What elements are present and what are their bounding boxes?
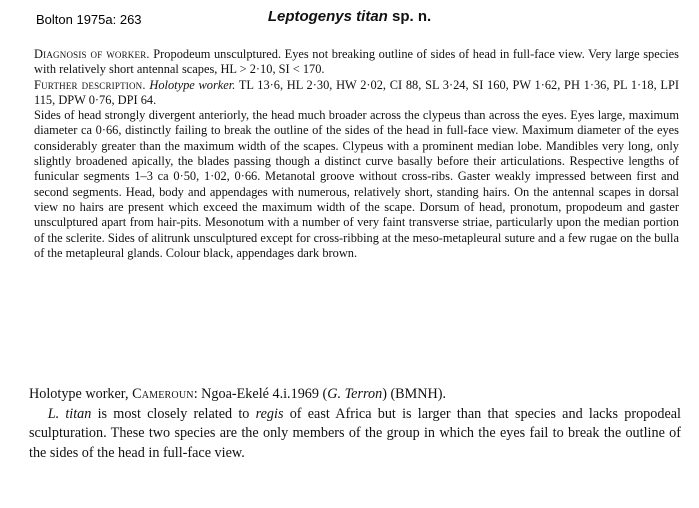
type-material-block [29, 385, 681, 463]
comparison-text-b: of east Africa but is larger than that species and lacks propodeal sculpturation. These two species are the only members of the group in which the eyes fail to break the outline of the sides of the head in full-face view. [29, 405, 682, 461]
holotype-collector: G. Terron [327, 386, 383, 402]
diagnosis-text: Propodeum unsculptured. Eyes not breaking outline of sides of head in full-face view. Very large species with relatively short antennal scapes, HL > 2·10, SI < 170. [34, 47, 680, 77]
holotype-country: Cameroun [132, 386, 194, 402]
holotype-suffix: ) (BMNH). [382, 386, 447, 402]
comparison-paragraph [29, 405, 681, 464]
holotype-locality: : Ngoa-Ekelé 4.i.1969 ( [193, 386, 328, 402]
diagnosis-paragraph [34, 47, 679, 78]
holotype-prefix: Holotype worker, [29, 386, 129, 402]
description-block [34, 47, 679, 261]
citation-label: Bolton 1975a: 263 [36, 12, 142, 27]
further-description-paragraph [34, 78, 679, 109]
taxon-status: sp. n. [392, 8, 432, 25]
related-species-name: regis [255, 405, 284, 422]
genus-name: Leptogenys [267, 8, 352, 25]
comparison-text-a: is most closely related to [91, 405, 256, 422]
species-title [0, 8, 699, 25]
holotype-paragraph [29, 385, 681, 405]
species-abbreviation: L. titan [47, 405, 92, 422]
morphology-paragraph: Sides of head strongly divergent anteriorly, the head much broader across the clypeus than across the eyes. Eyes large, maximum diameter ca 0·66, distinctly failing to break the outline of the sides of the head in full-face view. Maximum diameter of the eyes considerably greater than the maximum width of the scapes. Clypeus with a prominent median lobe. Mandibles very long, only slightly broadened apically, the blades passing though a distinct curve basally before their articulations. Respective lengths of funicular segments 1–3 ca 0·50, 1·02, 0·66. Metanotal groove without cross-ribs. Gaster weakly impressed between first and second segments. Head, body and appendages with numerous, relatively short, standing hairs. On the antennal scapes in dorsal view no hairs are present which exceed the maximum width of the scape. Dorsum of head, pronotum, propodeum and gaster unsculptured apart from hair-pits. Mesonotum with a number of very faint transverse striae, particularly upon the median portion of the sclerite. Sides of alitrunk unsculptured except for cross-ribbing at the meso-metapleural suture and a few rugae on the bulla of the metapleural glands. Colour black, appendages dark brown. [34, 108, 679, 260]
diagnosis-heading: Diagnosis of worker. [34, 47, 150, 61]
species-epithet: titan [356, 8, 388, 25]
further-heading: Further description. [34, 77, 146, 92]
holotype-subheading: Holotype worker. [149, 77, 236, 92]
measurements-text: TL 13·6, HL 2·30, HW 2·02, CI 88, SL 3·24, SI 160, PW 1·62, PH 1·36, PL 1·18, LPI 115, DPW 0·76, DPI 64. [34, 77, 679, 107]
